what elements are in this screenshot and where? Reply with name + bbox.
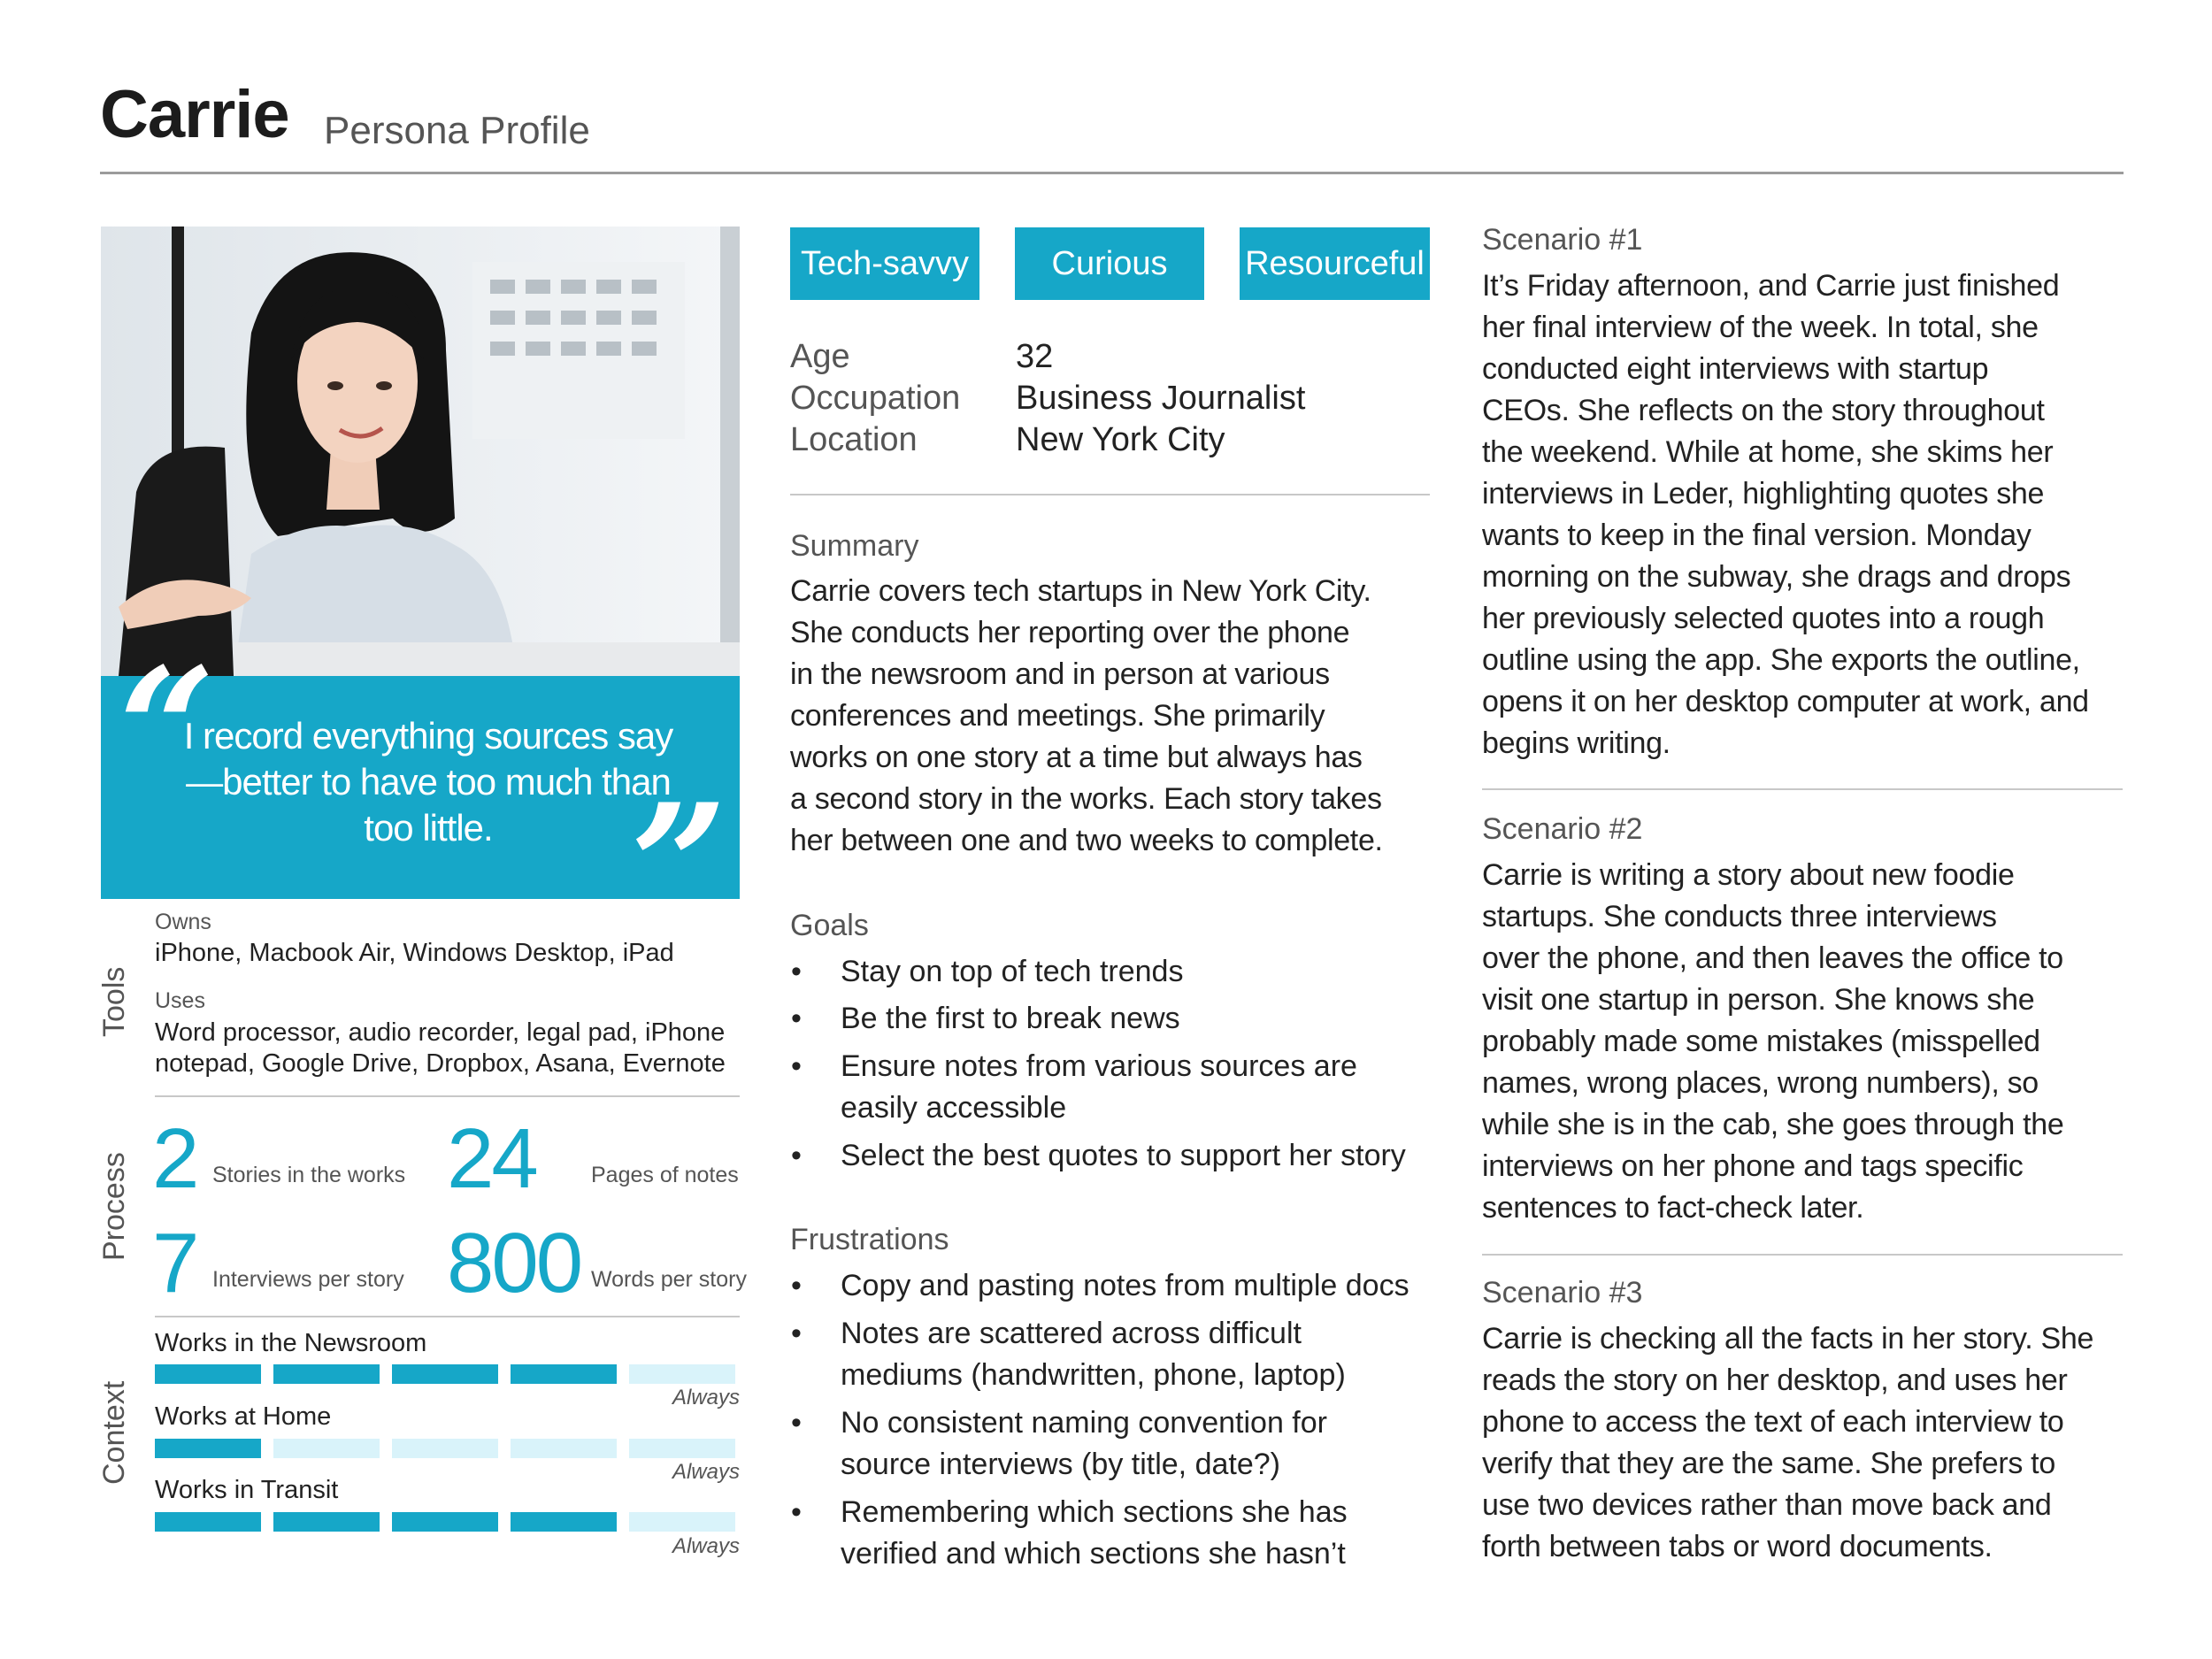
scenario-title: Scenario #1	[1482, 223, 1643, 257]
goals-title: Goals	[790, 909, 869, 942]
stat-label: Interviews per story	[212, 1267, 404, 1292]
summary-line: works on one story at a time but always has	[790, 741, 1363, 774]
context-section-label: Context	[97, 1380, 131, 1485]
scenario-divider	[1482, 1254, 2123, 1256]
scenario-line: wants to keep in the final version. Monday	[1482, 518, 2032, 552]
level-segment-filled	[511, 1364, 617, 1384]
scenario-line: use two devices rather than move back and	[1482, 1488, 2052, 1522]
owns-label: Owns	[155, 910, 211, 934]
summary-line: her between one and two weeks to complete.	[790, 824, 1383, 857]
level-segment-filled	[392, 1364, 498, 1384]
persona-name: Carrie	[100, 77, 289, 152]
summary-line: Carrie covers tech startups in New York City.	[790, 574, 1371, 608]
goal-text: Stay on top of tech trends	[841, 955, 1184, 988]
summary-title: Summary	[790, 529, 919, 563]
level-segment-empty	[629, 1512, 735, 1532]
scenario-line: over the phone, and then leaves the office to	[1482, 941, 2063, 975]
scenario-line: interviews in Leder, highlighting quotes she	[1482, 477, 2045, 511]
goal-text-line: Ensure notes from various sources are	[841, 1049, 1357, 1083]
persona-photo	[101, 227, 740, 676]
trait-tag: Tech-savvy	[790, 227, 979, 300]
quote-text: I record everything sources say—better to have too much than too little.	[183, 715, 673, 849]
level-segment-empty	[629, 1364, 735, 1384]
tools-divider	[155, 1095, 740, 1097]
frustration-text-line: source interviews (by title, date?)	[841, 1448, 1280, 1481]
demographic-value: Business Journalist	[1016, 380, 1306, 417]
process-section-label: Process	[97, 1152, 131, 1261]
scenario-line: sentences to fact-check later.	[1482, 1191, 1864, 1225]
close-quote-icon: ”	[630, 767, 727, 964]
demographic-key: Location	[790, 421, 918, 458]
summary-line: conferences and meetings. She primarily	[790, 699, 1325, 733]
scenario-line: the weekend. While at home, she skims her	[1482, 435, 2054, 469]
level-segment-empty	[392, 1439, 498, 1458]
scenario-line: visit one startup in person. She knows she	[1482, 983, 2035, 1017]
scenario-line: probably made some mistakes (misspelled	[1482, 1025, 2040, 1058]
trait-tag: Resourceful	[1240, 227, 1430, 300]
scenario-line: startups. She conducts three interviews	[1482, 900, 1997, 933]
scenario-title: Scenario #2	[1482, 812, 1643, 846]
context-scale-label: Always	[672, 1386, 740, 1409]
owns-value: iPhone, Macbook Air, Windows Desktop, iPad	[155, 939, 674, 967]
scenario-line: names, wrong places, wrong numbers), so	[1482, 1066, 2039, 1100]
bullet-icon: •	[791, 1406, 802, 1440]
frustration-text	[841, 1313, 1460, 1396]
scenario-line: her final interview of the week. In total, she	[1482, 311, 2039, 344]
scenario-title: Scenario #3	[1482, 1276, 1643, 1310]
stat-label: Stories in the works	[212, 1163, 406, 1187]
scenario-line: outline using the app. She exports the outline,	[1482, 643, 2080, 677]
summary-line: a second story in the works. Each story takes	[790, 782, 1382, 816]
bullet-icon: •	[791, 1049, 802, 1083]
summary-line: She conducts her reporting over the phone	[790, 616, 1350, 649]
scenario-line: conducted eight interviews with startup	[1482, 352, 1989, 386]
frustration-text-line: mediums (handwritten, phone, laptop)	[841, 1358, 1346, 1392]
trait-tag: Curious	[1015, 227, 1204, 300]
level-segment-empty	[629, 1439, 735, 1458]
stat-value: 24	[447, 1111, 536, 1206]
uses-value-line2: notepad, Google Drive, Dropbox, Asana, Evernote	[155, 1049, 726, 1078]
context-level-bar	[155, 1512, 740, 1532]
frustration-text-line: Remembering which sections she has	[841, 1495, 1348, 1529]
context-level-bar	[155, 1364, 740, 1384]
context-scale-label: Always	[672, 1534, 740, 1558]
goal-text	[841, 1046, 1460, 1129]
bullet-icon: •	[791, 955, 802, 988]
scenario-divider	[1482, 788, 2123, 790]
scenario-line: Carrie is checking all the facts in her story. She	[1482, 1322, 2094, 1356]
level-segment-empty	[273, 1439, 380, 1458]
context-item-label: Works in the Newsroom	[155, 1329, 427, 1357]
summary-text	[790, 571, 1445, 862]
demographic-value: New York City	[1016, 421, 1225, 458]
scenario-line: reads the story on her desktop, and uses her	[1482, 1363, 2068, 1397]
context-item-label: Works in Transit	[155, 1476, 339, 1504]
context-scale-label: Always	[672, 1460, 740, 1484]
frustration-text: Copy and pasting notes from multiple docs	[841, 1269, 1409, 1302]
stat-value: 7	[152, 1216, 197, 1310]
scenario-line: her previously selected quotes into a rough	[1482, 602, 2045, 635]
scenario-text	[1482, 1318, 2137, 1568]
stat-value: 2	[152, 1111, 197, 1206]
goal-text-line: easily accessible	[841, 1091, 1067, 1125]
scenario-line: phone to access the text of each interview to	[1482, 1405, 2064, 1439]
demographic-key: Occupation	[790, 380, 961, 417]
scenario-line: CEOs. She reflects on the story throughout	[1482, 394, 2045, 427]
frustration-text	[841, 1492, 1460, 1575]
context-level-bar	[155, 1439, 740, 1458]
frustration-text-line: Notes are scattered across difficult	[841, 1317, 1302, 1350]
scenario-line: while she is in the cab, she goes through the	[1482, 1108, 2064, 1141]
goal-text: Select the best quotes to support her story	[841, 1139, 1406, 1172]
level-segment-filled	[155, 1512, 261, 1532]
uses-value-line1: Word processor, audio recorder, legal pad, iPhone	[155, 1018, 726, 1047]
scenario-line: Carrie is writing a story about new foodie	[1482, 858, 2015, 892]
level-segment-filled	[155, 1364, 261, 1384]
scenario-line: interviews on her phone and tags specific	[1482, 1149, 2024, 1183]
stat-value: 800	[447, 1216, 581, 1310]
level-segment-filled	[273, 1364, 380, 1384]
scenario-line: morning on the subway, she drags and drops	[1482, 560, 2071, 594]
level-segment-filled	[511, 1512, 617, 1532]
level-segment-filled	[155, 1439, 261, 1458]
level-segment-empty	[511, 1439, 617, 1458]
frustrations-title: Frustrations	[790, 1223, 949, 1256]
bullet-icon: •	[791, 1269, 802, 1302]
summary-line: in the newsroom and in person at various	[790, 657, 1330, 691]
bullet-icon: •	[791, 1002, 802, 1035]
tools-section-label: Tools	[97, 966, 131, 1037]
level-segment-filled	[273, 1512, 380, 1532]
frustration-text-line: verified and which sections she hasn’t	[841, 1537, 1346, 1571]
open-quote-icon: “	[119, 631, 216, 828]
scenario-line: forth between tabs or word documents.	[1482, 1530, 1993, 1563]
demographics-divider	[790, 494, 1430, 495]
stat-label: Pages of notes	[591, 1163, 739, 1187]
demographic-key: Age	[790, 338, 850, 375]
bullet-icon: •	[791, 1317, 802, 1350]
bullet-icon: •	[791, 1139, 802, 1172]
stat-label: Words per story	[591, 1267, 747, 1292]
page-subtitle: Persona Profile	[324, 109, 590, 152]
scenario-line: begins writing.	[1482, 726, 1671, 760]
header-divider	[100, 172, 2124, 174]
bullet-icon: •	[791, 1495, 802, 1529]
uses-label: Uses	[155, 988, 205, 1013]
context-item-label: Works at Home	[155, 1402, 332, 1431]
frustration-text	[841, 1402, 1460, 1486]
scenario-line: It’s Friday afternoon, and Carrie just finished	[1482, 269, 2060, 303]
process-divider	[155, 1316, 740, 1317]
scenario-line: opens it on her desktop computer at work, and	[1482, 685, 2089, 718]
frustration-text-line: No consistent naming convention for	[841, 1406, 1327, 1440]
scenario-text	[1482, 855, 2128, 1229]
scenario-line: verify that they are the same. She prefers to	[1482, 1447, 2055, 1480]
level-segment-filled	[392, 1512, 498, 1532]
demographic-value: 32	[1016, 338, 1054, 375]
persona-photo-illustration	[101, 227, 740, 676]
scenario-text	[1482, 265, 2128, 764]
goal-text: Be the first to break news	[841, 1002, 1180, 1035]
